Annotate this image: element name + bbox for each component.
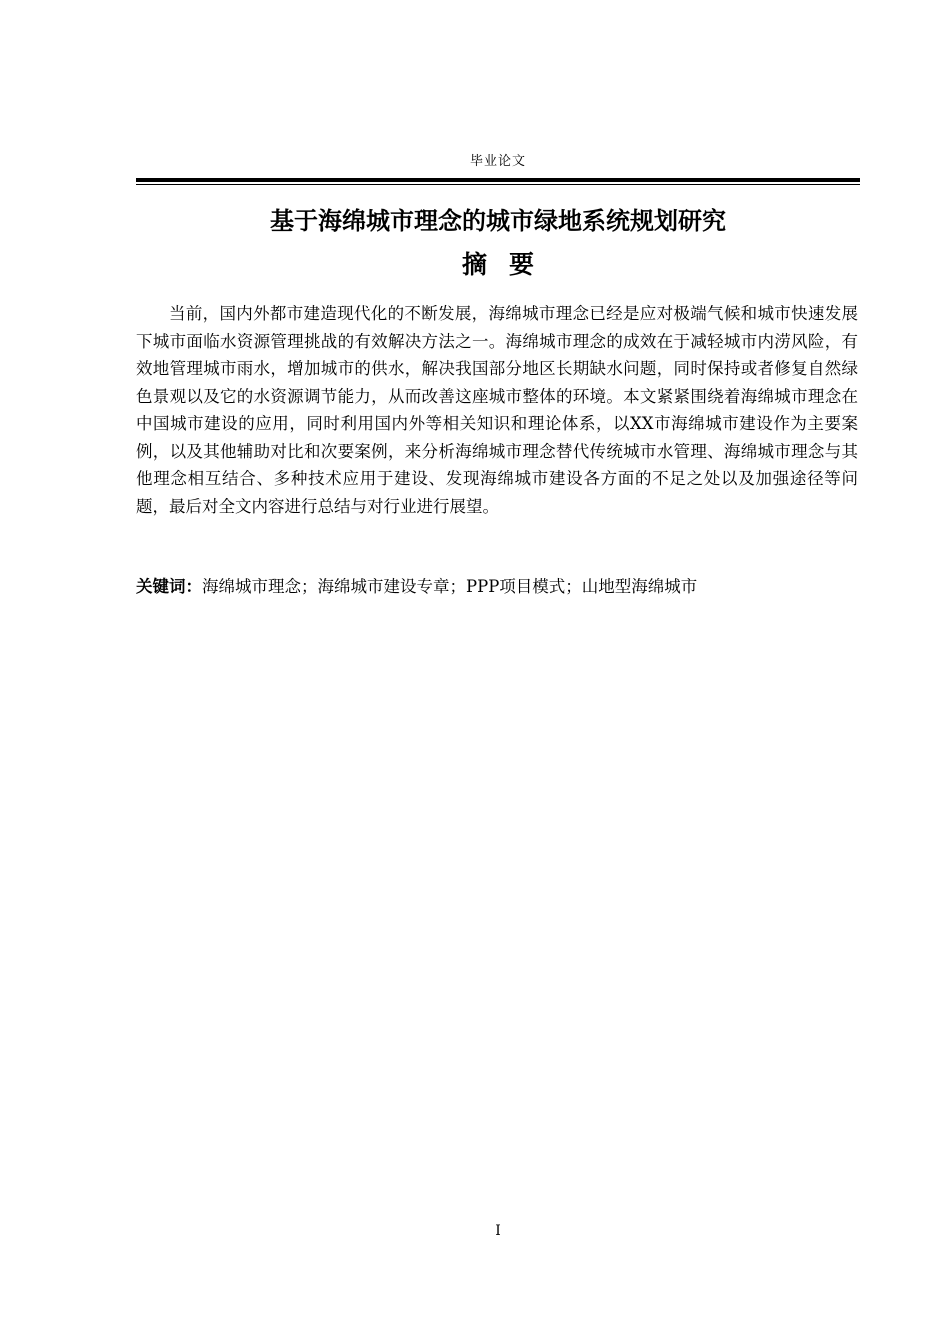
header-rule-thin [136,184,860,185]
abstract-body: 当前，国内外都市建造现代化的不断发展，海绵城市理念已经是应对极端气候和城市快速发展下城市面临水资源管理挑战的有效解决方法之一。海绵城市理念的成效在于减轻城市内涝风险，有效地管理城市雨水，增加城市的供水，解决我国部分地区长期缺水问题，同时保持或者修复自然绿色景观以及它的水资源调节能力，从而改善这座城市整体的环境。本文紧紧围绕着海绵城市理念在中国城市建设的应用，同时利用国内外等相关知识和理论体系，以XX市海绵城市建设作为主要案例，以及其他辅助对比和次要案例，来分析海绵城市理念替代传统城市水管理、海绵城市理念与其他理念相互结合、多种技术应用于建设、发现海绵城市建设各方面的不足之处以及加强途径等问题，最后对全文内容进行总结与对行业进行展望。 [136,304,858,516]
keywords-label: 关键词： [136,577,202,596]
abstract-heading: 摘要 [461,250,556,279]
header-rule-thick [136,178,860,182]
running-header: 毕业论文 [469,154,526,169]
keywords-line [136,573,860,600]
thesis-title: 基于海绵城市理念的城市绿地系统规划研究 [270,207,726,235]
keywords-text: 海绵城市理念；海绵城市建设专章；PPP项目模式；山地型海绵城市 [202,577,698,596]
page-number: I [495,1223,501,1239]
